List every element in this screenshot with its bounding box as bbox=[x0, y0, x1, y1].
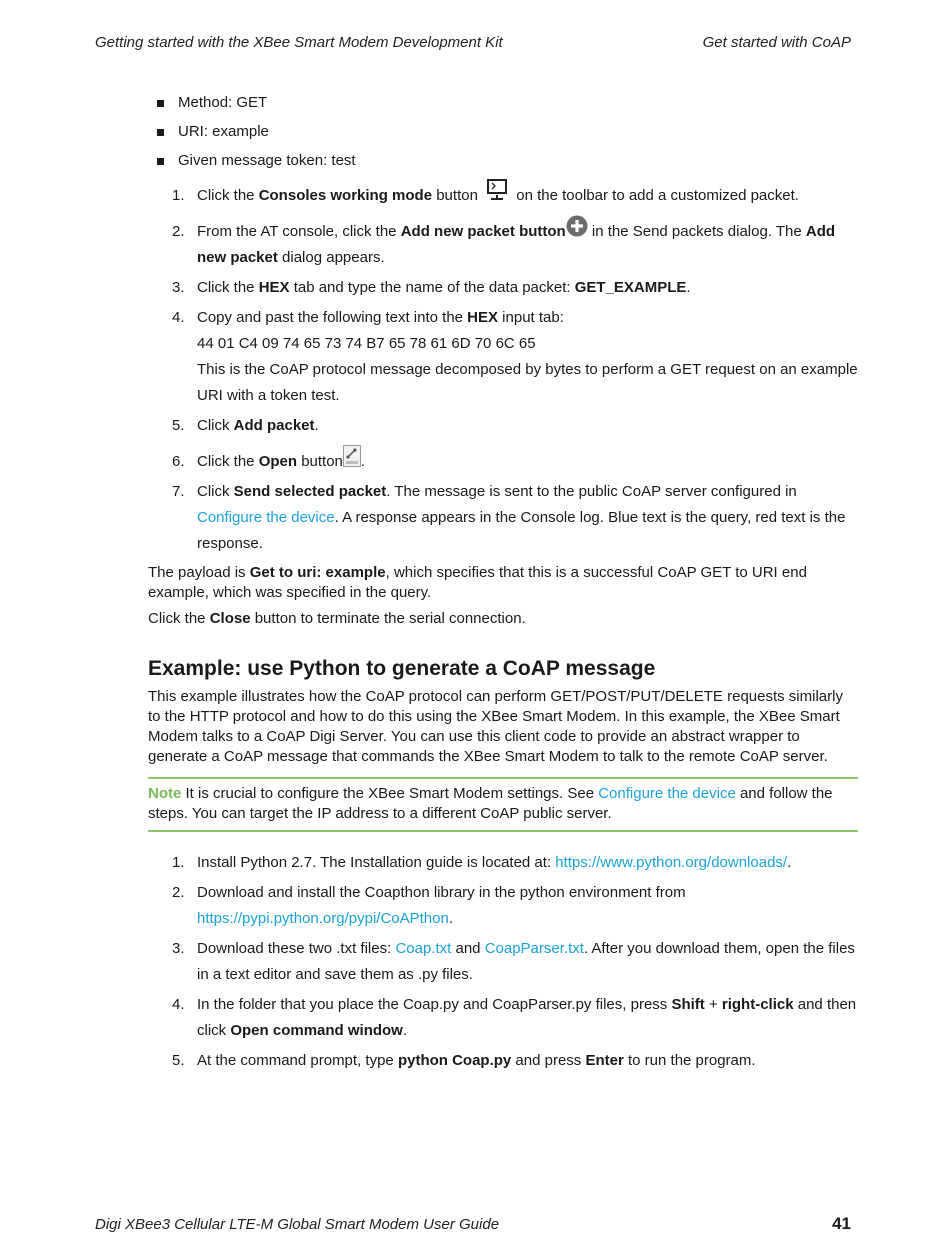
step-2: 2. From the AT console, click the Add new packet button in the Send packets dialog. The Add new packet dialog appears. bbox=[148, 219, 858, 271]
page-number: 41 bbox=[832, 1214, 851, 1233]
coap-txt-link[interactable]: Coap.txt bbox=[395, 940, 452, 957]
note-label: Note bbox=[148, 785, 182, 802]
hex-description: This is the CoAP protocol message decomposed by bytes to perform a GET request on an example URI with a token test. bbox=[197, 361, 858, 404]
get-request-steps bbox=[148, 183, 858, 557]
step-6: 6. Click the Open button . bbox=[148, 449, 858, 475]
step-3: 3. Download these two .txt files: Coap.txt and CoapParser.txt. After you download them, open the files in a text editor and save them as .py files. bbox=[172, 940, 855, 983]
page-header bbox=[95, 34, 851, 56]
footer-guide-title: Digi XBee3 Cellular LTE-M Global Smart Modem User Guide bbox=[95, 1216, 500, 1233]
page-content bbox=[148, 90, 858, 1078]
step-4: 4. In the folder that you place the Coap.py and CoapParser.py files, press Shift + right-click and then click Open command window. bbox=[172, 996, 857, 1039]
step-5: 5. Click Add packet. bbox=[172, 417, 319, 434]
step-5: 5. At the command prompt, type python Coap.py and press Enter to run the program. bbox=[172, 1052, 756, 1069]
plus-circle-icon bbox=[566, 215, 588, 237]
note-box: Note It is crucial to configure the XBee Smart Modem settings. See Configure the device and follow the steps. You can target the IP address to a different CoAP public server. bbox=[148, 777, 858, 832]
header-chapter-title: Get started with CoAP bbox=[702, 34, 851, 51]
coapparser-txt-link[interactable]: CoapParser.txt bbox=[484, 940, 584, 957]
python-steps bbox=[148, 850, 858, 1074]
page-footer bbox=[95, 1214, 851, 1238]
header-doc-title: Getting started with the XBee Smart Modem Development Kit bbox=[95, 34, 503, 51]
step-1: 1. Click the Consoles working mode button on the toolbar to add a customized packet. bbox=[148, 183, 858, 209]
step-7: 7. Click Send selected packet. The message is sent to the public CoAP server configured in Configure the device. A response appears in the Console log. Blue text is the query, red text is the response. bbox=[172, 483, 846, 552]
step-3: 3. Click the HEX tab and type the name of the data packet: GET_EXAMPLE. bbox=[172, 279, 691, 296]
list-item: URI: example bbox=[178, 119, 858, 148]
step-4: 4. Copy and past the following text into the HEX input tab: 44 01 C4 09 74 65 73 74 B7 65 78 61 6D 70 6C 65 This is the CoAP protocol message decomposed by bytes to perform a GET request on an example URI with a token test. bbox=[148, 305, 858, 409]
section-heading: Example: use Python to generate a CoAP message bbox=[148, 657, 656, 680]
console-monitor-icon bbox=[486, 179, 508, 201]
payload-paragraph: The payload is Get to uri: example, which specifies that this is a successful CoAP GET to URI end example, which was specified in the query. bbox=[148, 564, 807, 601]
hex-payload: 44 01 C4 09 74 65 73 74 B7 65 78 61 6D 70 6C 65 bbox=[197, 335, 536, 352]
python-downloads-link[interactable]: https://www.python.org/downloads/ bbox=[555, 854, 788, 871]
list-item: Given message token: test bbox=[178, 148, 858, 177]
coapthon-link[interactable]: https://pypi.python.org/pypi/CoAPthon bbox=[197, 910, 449, 927]
open-port-icon bbox=[343, 445, 361, 467]
configure-device-link[interactable]: Configure the device bbox=[598, 785, 736, 802]
step-1: 1. Install Python 2.7. The Installation guide is located at: https://www.python.org/downloads/. bbox=[172, 854, 792, 871]
request-parameters-list bbox=[148, 90, 858, 177]
step-2: 2. Download and install the Coapthon library in the python environment from https://pypi.python.org/pypi/CoAPthon. bbox=[172, 884, 686, 927]
section-intro: This example illustrates how the CoAP protocol can perform GET/POST/PUT/DELETE requests similarly to the HTTP protocol and how to do this using the XBee Smart Modem. In this example, the XBee Smart Modem talks to a CoAP Digi Server. You can use this client code to provide an abstract wrapper to generate a CoAP message that commands the XBee Smart Modem to talk to the remote CoAP server. bbox=[148, 688, 843, 765]
close-paragraph: Click the Close button to terminate the serial connection. bbox=[148, 610, 526, 627]
consoles-mode-label: Consoles working mode bbox=[258, 187, 433, 204]
configure-device-link[interactable]: Configure the device bbox=[197, 509, 335, 526]
list-item: Method: GET bbox=[178, 90, 858, 119]
